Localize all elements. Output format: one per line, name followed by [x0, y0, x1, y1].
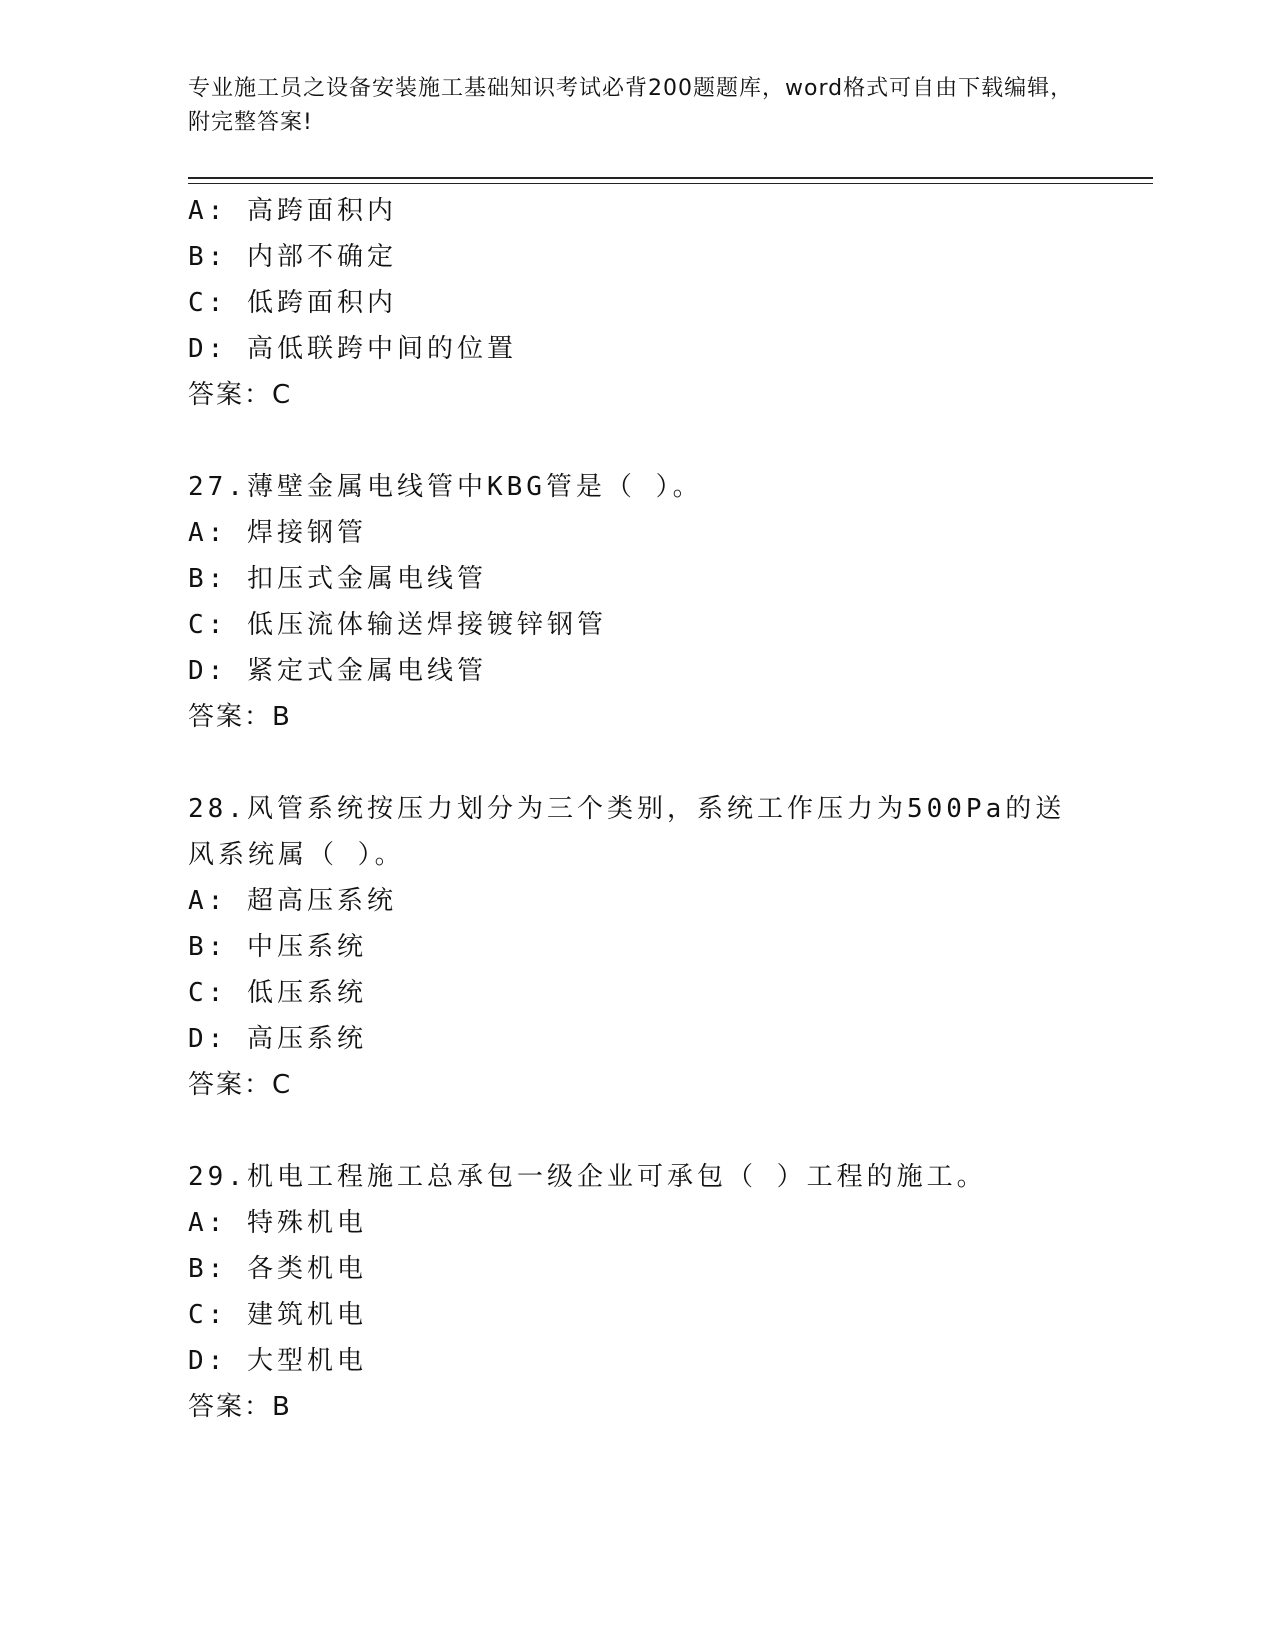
option-c: C: 建筑机电	[188, 1300, 367, 1330]
header-title: 专业施工员之设备安装施工基础知识考试必背200题题库，word格式可自由下载编辑，附完整答案!	[188, 76, 1074, 135]
option-a: A: 特殊机电	[188, 1208, 367, 1238]
question-28	[188, 786, 1153, 1108]
option-d: D: 大型机电	[188, 1346, 367, 1376]
option-d: D: 高低联跨中间的位置	[188, 334, 517, 364]
option-c: C: 低跨面积内	[188, 288, 397, 318]
option-b: B: 扣压式金属电线管	[188, 564, 487, 594]
option-c: C: 低压系统	[188, 978, 367, 1008]
option-a: A: 超高压系统	[188, 886, 397, 916]
answer: 答案：B	[188, 1392, 292, 1422]
question-spacer	[188, 1108, 1153, 1154]
question-stem: 29.机电工程施工总承包一级企业可承包（ ）工程的施工。	[188, 1162, 987, 1192]
question-29	[188, 1154, 1153, 1430]
header-divider-thin	[188, 183, 1153, 184]
question-spacer	[188, 418, 1153, 464]
option-b: B: 内部不确定	[188, 242, 397, 272]
option-b: B: 各类机电	[188, 1254, 367, 1284]
answer: 答案：C	[188, 380, 293, 410]
option-c: C: 低压流体输送焊接镀锌钢管	[188, 610, 607, 640]
question-stem: 27.薄壁金属电线管中KBG管是（ ）。	[188, 472, 703, 502]
option-d: D: 高压系统	[188, 1024, 367, 1054]
question-stem: 28.风管系统按压力划分为三个类别，系统工作压力为500Pa的送风系统属（ ）。	[188, 794, 1066, 870]
question-27	[188, 464, 1153, 740]
question-spacer	[188, 740, 1153, 786]
option-a: A: 焊接钢管	[188, 518, 367, 548]
question-list	[188, 188, 1153, 1430]
answer: 答案：B	[188, 702, 292, 732]
option-d: D: 紧定式金属电线管	[188, 656, 487, 686]
document-header	[188, 72, 1088, 140]
option-a: A: 高跨面积内	[188, 196, 397, 226]
answer: 答案：C	[188, 1070, 293, 1100]
option-b: B: 中压系统	[188, 932, 367, 962]
header-divider-thick	[188, 177, 1153, 179]
question-26	[188, 188, 1153, 418]
